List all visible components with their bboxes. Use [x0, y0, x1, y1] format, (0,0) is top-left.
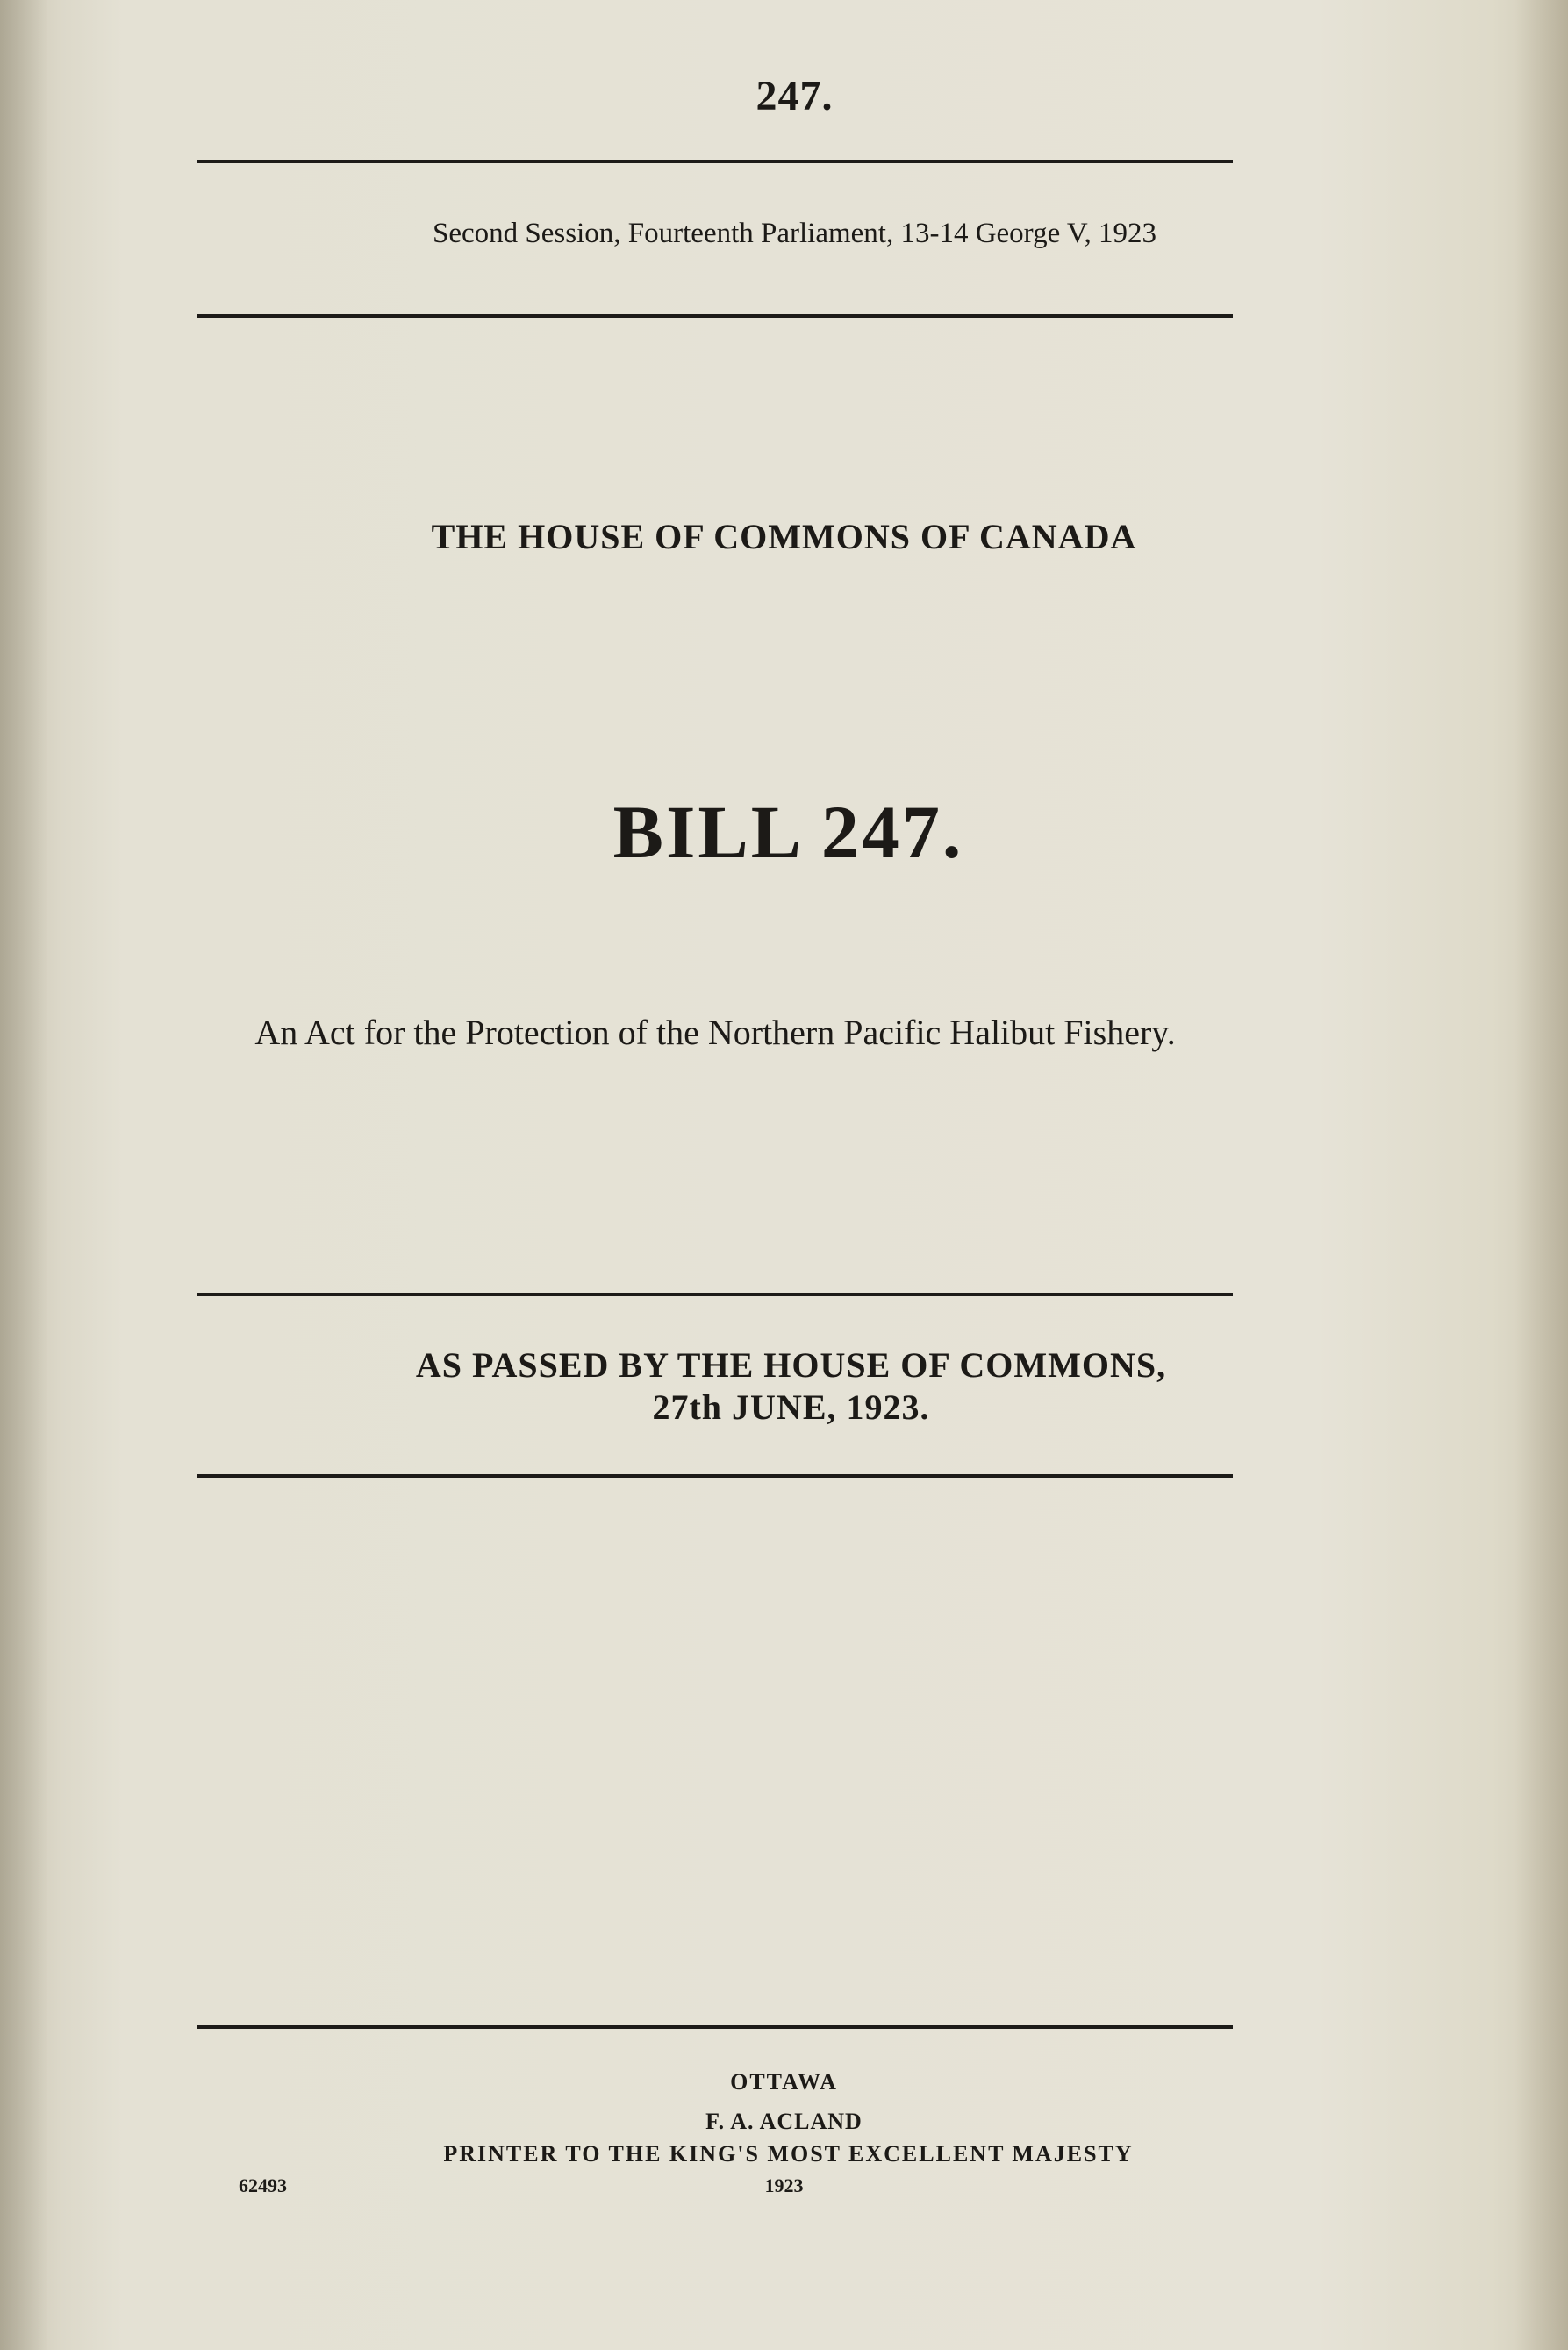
- passed-statement: [7, 1344, 1568, 1429]
- page-binding-shadow: [0, 0, 48, 2350]
- act-title: An Act for the Protection of the Northern Pacific Halibut Fishery.: [254, 1013, 1176, 1052]
- imprint-city: OTTAWA: [730, 2069, 838, 2095]
- page-number: 247.: [755, 73, 834, 119]
- top-rule: [197, 160, 1233, 163]
- passed-rule: [197, 1474, 1233, 1478]
- print-code: 62493: [239, 2174, 287, 2196]
- printer-name: F. A. ACLAND: [705, 2109, 863, 2134]
- passed-line-1: AS PASSED BY THE HOUSE OF COMMONS,: [415, 1345, 1167, 1385]
- house-title: THE HOUSE OF COMMONS OF CANADA: [431, 517, 1137, 556]
- session-rule: [197, 314, 1233, 318]
- printer-title: PRINTER TO THE KING'S MOST EXCELLENT MAJESTY: [443, 2141, 1134, 2167]
- session-line: Second Session, Fourteenth Parliament, 13-14 George V, 1923: [433, 218, 1156, 249]
- imprint-rule: [197, 2025, 1233, 2029]
- page-edge-shadow: [1515, 0, 1568, 2350]
- bill-title: BILL 247.: [612, 790, 964, 874]
- print-year: 1923: [764, 2174, 804, 2196]
- act-rule: [197, 1293, 1233, 1296]
- passed-line-2: 27th JUNE, 1923.: [652, 1387, 930, 1427]
